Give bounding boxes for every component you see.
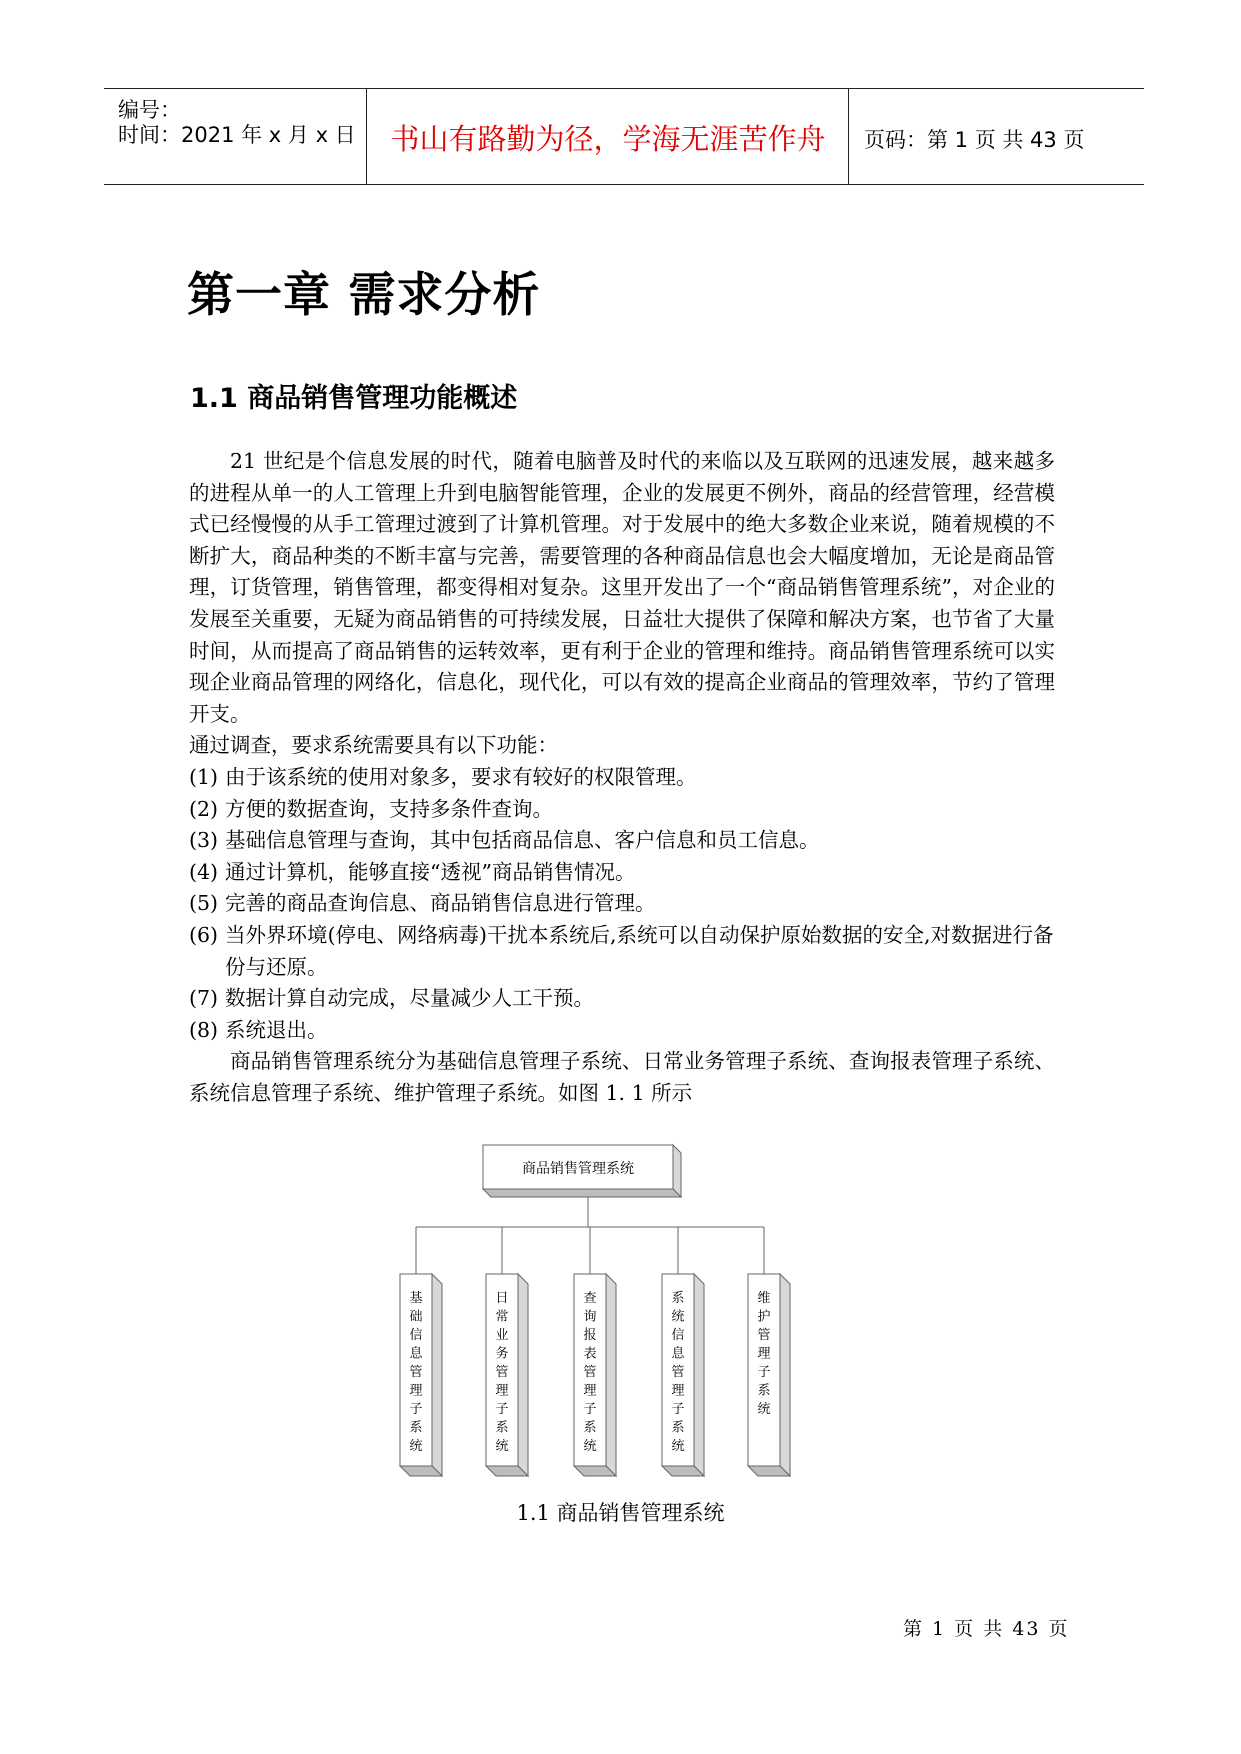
requirement-text: 系统退出。	[225, 1017, 328, 1042]
diagram-child-label: 系统信息管理子系统	[671, 1291, 685, 1454]
requirement-text: 基础信息管理与查询，其中包括商品信息、客户信息和员工信息。	[225, 828, 820, 853]
motto-text: 书山有路勤为径，学海无涯苦作舟	[390, 122, 826, 156]
requirement-number: (5)	[189, 891, 219, 916]
diagram-child-box	[574, 1274, 616, 1476]
requirement-item	[189, 983, 1055, 1015]
diagram-child-box	[486, 1274, 528, 1476]
header-info-cell	[104, 89, 367, 184]
diagram-child-label: 查询报表管理子系统	[583, 1291, 597, 1454]
requirement-item	[189, 888, 1055, 920]
requirement-text: 当外界环境(停电、网络病毒)干扰本系统后,系统可以自动保护原始数据的安全,对数据进行备份与还原。	[225, 922, 1054, 979]
requirement-item	[189, 794, 1055, 826]
body-text	[189, 446, 1055, 1109]
chapter-title: 第一章 需求分析	[187, 268, 541, 323]
page-code: 页码：第 1 页 共 43 页	[864, 128, 1085, 152]
requirement-item	[189, 857, 1055, 889]
requirements-list	[189, 762, 1055, 1046]
diagram-child-label: 基础信息管理子系统	[409, 1291, 423, 1454]
requirement-number: (6)	[189, 922, 219, 947]
figure-caption: 1.1 商品销售管理系统	[516, 1501, 725, 1525]
diagram-child-box	[400, 1274, 442, 1476]
section-title: 1.1 商品销售管理功能概述	[190, 383, 518, 414]
diagram-child-label: 日常业务管理子系统	[495, 1291, 509, 1454]
date-label: 时间：2021 年 x 月 x 日	[118, 123, 356, 147]
diagram-child-box	[748, 1274, 790, 1476]
survey-line: 通过调查，要求系统需要具有以下功能：	[189, 733, 558, 758]
requirement-item	[189, 920, 1055, 983]
requirement-number: (1)	[189, 764, 219, 789]
diagram-root-box	[483, 1145, 681, 1197]
requirement-number: (8)	[189, 1017, 219, 1042]
requirement-number: (3)	[189, 828, 219, 853]
header-motto-cell	[368, 89, 849, 184]
requirement-number: (7)	[189, 986, 219, 1011]
diagram-child-label: 维护管理子系统	[757, 1291, 771, 1417]
diagram-child-box	[662, 1274, 704, 1476]
system-structure-diagram	[390, 1130, 830, 1490]
requirement-text: 方便的数据查询，支持多条件查询。	[225, 796, 553, 821]
requirement-text: 通过计算机，能够直接“透视”商品销售情况。	[225, 859, 636, 884]
requirement-number: (2)	[189, 796, 219, 821]
requirement-text: 由于该系统的使用对象多，要求有较好的权限管理。	[225, 764, 697, 789]
requirement-text: 完善的商品查询信息、商品销售信息进行管理。	[225, 891, 656, 916]
requirement-text: 数据计算自动完成，尽量减少人工干预。	[225, 986, 594, 1011]
requirement-item	[189, 825, 1055, 857]
page-header	[104, 88, 1144, 185]
requirement-number: (4)	[189, 859, 219, 884]
diagram-child-boxes	[400, 1274, 790, 1476]
diagram-connectors	[416, 1197, 764, 1274]
intro-paragraph: 21 世纪是个信息发展的时代，随着电脑普及时代的来临以及互联网的迅速发展，越来越多的进程从单一的人工管理上升到电脑智能管理，企业的发展更不例外，商品的经营管理，经营模式已经慢慢的从手工管理过渡到了计算机管理。对于发展中的绝大多数企业来说，随着规模的不断扩大，商品种类的不断丰富与完善，需要管理的各种商品信息也会大幅度增加，无论是商品管理，订货管理，销售管理，都变得相对复杂。这里开发出了一个“商品销售管理系统”，对企业的发展至关重要，无疑为商品销售的可持续发展，日益壮大提供了保障和解决方案，也节省了大量时间，从而提高了商品销售的运转效率，更有利于企业的管理和维持。商品销售管理系统可以实现企业商品管理的网络化，信息化，现代化，可以有效的提高企业商品的管理效率，节约了管理开支。	[189, 449, 1055, 726]
header-page-cell	[850, 89, 1144, 184]
requirement-item	[189, 1015, 1055, 1047]
diagram-root-label: 商品销售管理系统	[522, 1161, 634, 1177]
document-number-label: 编号：	[118, 98, 181, 122]
subsystem-paragraph: 商品销售管理系统分为基础信息管理子系统、日常业务管理子系统、查询报表管理子系统、系统信息管理子系统、维护管理子系统。如图 1. 1 所示	[189, 1049, 1055, 1105]
page-footer: 第 1 页 共 43 页	[903, 1618, 1070, 1640]
requirement-item	[189, 762, 1055, 794]
